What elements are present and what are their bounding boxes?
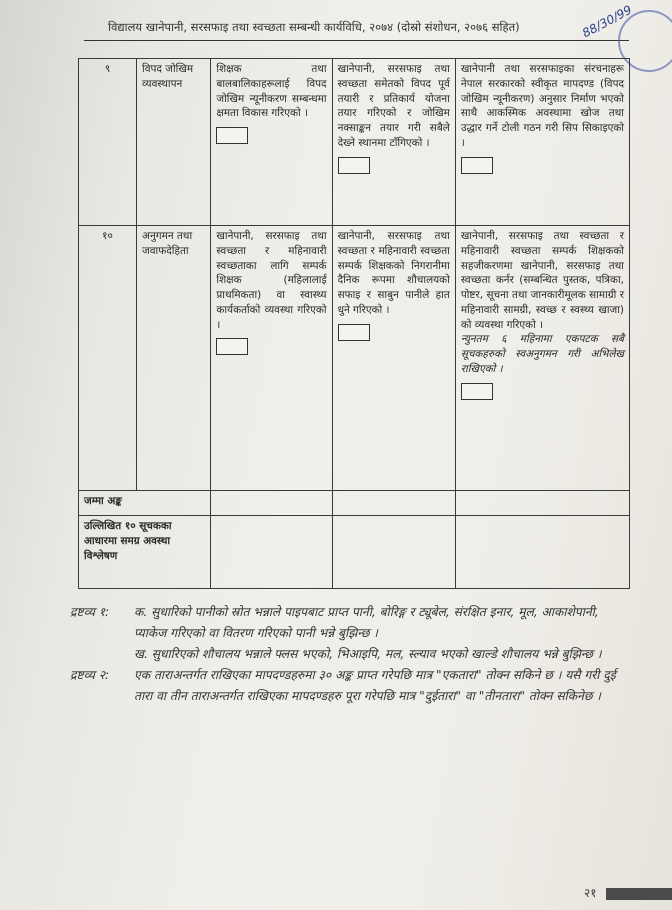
score-box[interactable] [338, 157, 370, 174]
analysis-label: उल्लिखित १० सूचकका आधारमा समग्र अवस्था विश्लेषण [79, 516, 211, 589]
handwritten-signature: 88/30/99 [580, 2, 635, 41]
table-row [79, 59, 630, 226]
row-title: विपद जोखिम व्यवस्थापन [137, 59, 211, 226]
table-row [79, 226, 630, 491]
total-cell[interactable] [211, 491, 332, 516]
criterion-text: खानेपानी, सरसफाइ तथा स्वच्छता र महिनावारी स्वच्छता सम्पर्क शिक्षकको सहजीकरणमा खानेपानी, सरसफाइ तथा स्वच्छता कर्नर (सम्बन्धित पुस्तक, पत्रिका, पोष्टर, सूचना तथा जानकारीमूलक सामाग्री र महिनावारी सामग्री, स्वच्छ र स्वस्थ्य खाजा) को व्यवस्था गरिएको । [460, 230, 624, 331]
page-number: २१ [584, 886, 597, 900]
row-number: १० [79, 226, 137, 491]
row-title: अनुगमन तथा जवाफदेहिता [137, 226, 211, 491]
score-box[interactable] [461, 383, 493, 400]
criterion-two-star [332, 59, 455, 226]
note-2 [70, 665, 630, 707]
criterion-three-star [455, 59, 629, 226]
criterion-text: खानेपानी, सरसफाइ तथा स्वच्छता समेतको विपद पूर्व तयारी र प्रतिकार्य योजना तयार गरिएको र जोखिम नक्साङ्कन तयार गरी सबैले देख्ने स्थानमा टाँगिएको । [337, 63, 450, 149]
note-line: एक ताराअन्तर्गत राखिएका मापदण्डहरुमा ३० अङ्क प्राप्त गरेपछि मात्र "एकतारा" तोक्न सकिने छ । यसै गरी दुई तारा वा तीन ताराअन्तर्गत राखिएका मापदण्डहरु पूरा गरेपछि मात्र "दुईतारा" वा "तीनतारा" तोक्न सकिनेछ । [134, 667, 616, 703]
score-box[interactable] [338, 324, 370, 341]
criterion-one-star [211, 226, 332, 491]
analysis-cell[interactable] [455, 516, 629, 589]
criterion-text: शिक्षक तथा बालबालिकाहरूलाई विपद जोखिम न्यूनीकरण सम्बन्धमा क्षमता विकास गरिएको । [216, 63, 327, 120]
score-box[interactable] [216, 338, 248, 355]
row-number: ९ [79, 59, 137, 226]
criterion-two-star [332, 226, 455, 491]
total-row [79, 491, 630, 516]
criterion-text-secondary: न्युनतम ६ महिनामा एकपटक सबै सूचकहरुको स्वअनुगमन गरी अभिलेख राखिएको । [460, 333, 624, 375]
criterion-text: खानेपानी तथा सरसफाइका संरचनाहरू नेपाल सरकारको स्वीकृत मापदण्ड (विपद जोखिम न्यूनीकरण) अनुसार निर्माण भएको साथै आकस्मिक अवस्थामा खोज तथा उद्धार गर्ने टोली गठन गरी सिप सिकाइएको । [460, 63, 624, 149]
page-corner-bar [606, 888, 672, 900]
criteria-table [78, 58, 630, 589]
total-cell[interactable] [455, 491, 629, 516]
note-label: द्रष्टव्य १: [70, 605, 110, 619]
criterion-text: खानेपानी, सरसफाइ तथा स्वच्छता र महिनावारी स्वच्छताका लागि सम्पर्क शिक्षक (महिलालाई प्राथमिकता) वा स्वास्थ्य कार्यकर्ताको व्यवस्था गरिएको । [216, 230, 327, 331]
score-box[interactable] [216, 127, 248, 144]
total-label: जम्मा अङ्क [79, 491, 211, 516]
note-1 [70, 602, 630, 665]
note-label: द्रष्टव्य २: [70, 667, 110, 682]
criterion-text: खानेपानी, सरसफाइ तथा स्वच्छता र महिनावारी स्वच्छता सम्पर्क शिक्षकको निगरानीमा दैनिक रूपमा शौचालयको सफाइ र साबुन पानीले हात धुने गरिएको । [337, 230, 450, 316]
analysis-cell[interactable] [332, 516, 455, 589]
note-line: ख. सुधारिएको शौचालय भन्नाले फ्लस भएको, भिआइपि, मल, स्ल्याव भएको खाल्डे शौचालय भन्ने बुझिन्छ । [134, 646, 602, 661]
notes-section [70, 602, 630, 707]
page-header: विद्यालय खानेपानी, सरसफाइ तथा स्वच्छता सम्बन्धी कार्यविधि, २०७४ (दोस्रो संशोधन, २०७६ सहित) [108, 20, 520, 34]
analysis-row [79, 516, 630, 589]
analysis-cell[interactable] [211, 516, 332, 589]
score-box[interactable] [461, 157, 493, 174]
header-rule [84, 40, 629, 41]
total-cell[interactable] [332, 491, 455, 516]
note-line: क. सुधारिको पानीको स्रोत भन्नाले पाइपबाट प्राप्त पानी, बोरिङ्ग र ट्यूबेल, संरक्षित इनार, मूल, आकाशेपानी, प्याकेज गरिएको वा वितरण गरिएको पानी भन्ने बुझिन्छ । [134, 605, 599, 640]
criterion-three-star [455, 226, 629, 491]
criterion-one-star [211, 59, 332, 226]
